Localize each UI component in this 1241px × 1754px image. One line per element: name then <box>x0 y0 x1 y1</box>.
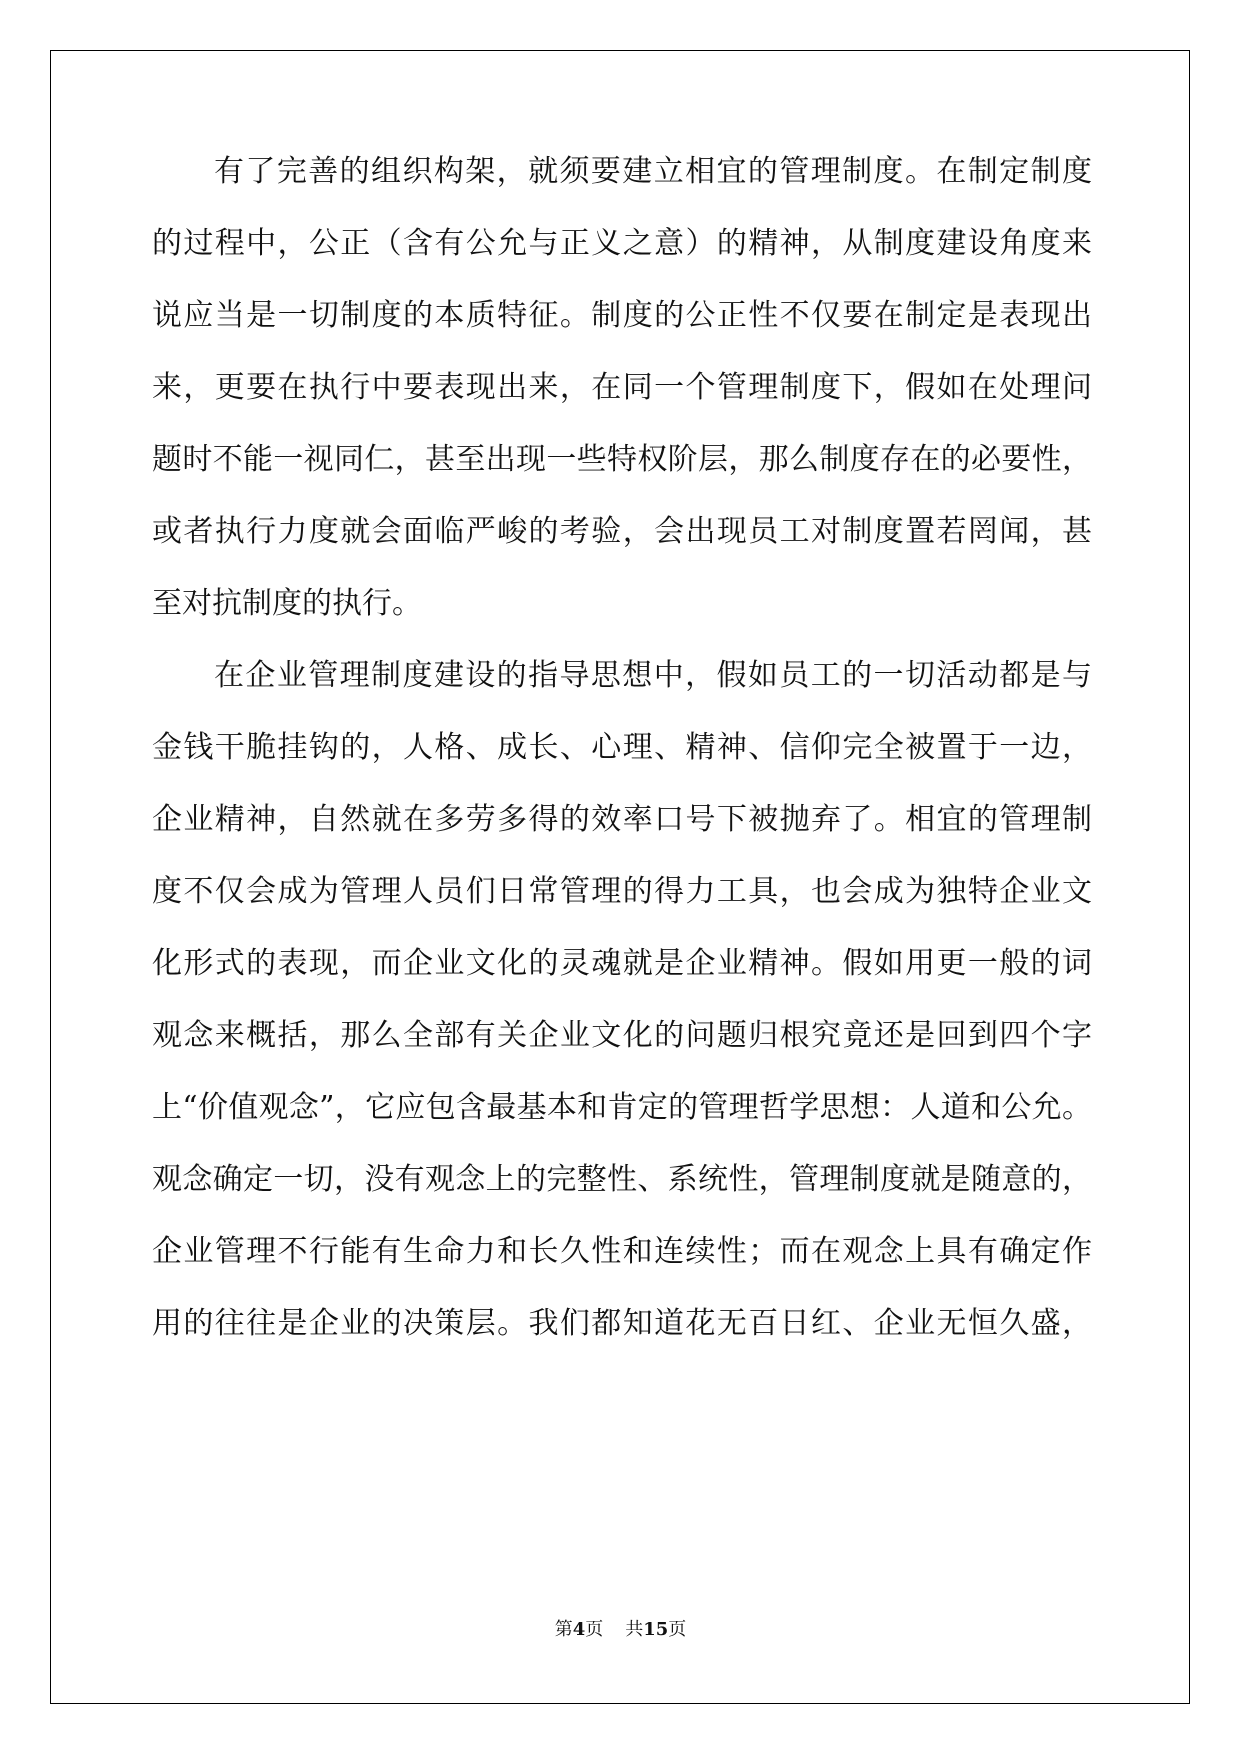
paragraph-1-line-7: 至对抗制度的执行。 <box>152 586 422 621</box>
paragraph-2-line-5: 化形式的表现，而企业文化的灵魂就是企业精神。假如用更一般的词 <box>152 946 1092 981</box>
paragraph-1-line-5: 题时不能一视同仁，甚至出现一些特权阶层，那么制度存在的必要性， <box>152 442 1092 477</box>
paragraph-2-line-10: 用的往往是企业的决策层。我们都知道花无百日红、企业无恒久盛， <box>152 1306 1092 1341</box>
footer-page-number: 4 <box>572 1619 586 1640</box>
paragraph-1-line-3: 说应当是一切制度的本质特征。制度的公正性不仅要在制定是表现出 <box>152 298 1092 333</box>
paragraph-1-line-6: 或者执行力度就会面临严峻的考验，会出现员工对制度置若罔闻，甚 <box>152 514 1092 549</box>
footer-page-prefix: 第 <box>554 1619 573 1640</box>
paragraph-2-line-9: 企业管理不行能有生命力和长久性和连续性；而在观念上具有确定作 <box>152 1234 1092 1269</box>
paragraph-1-line-2: 的过程中，公正（含有公允与正义之意）的精神，从制度建设角度来 <box>152 226 1092 261</box>
paragraph-2-line-8: 观念确定一切，没有观念上的完整性、系统性，管理制度就是随意的， <box>152 1162 1092 1197</box>
paragraph-1-line-4: 来，更要在执行中要表现出来，在同一个管理制度下，假如在处理问 <box>152 370 1092 405</box>
paragraph-2-line-3: 企业精神，自然就在多劳多得的效率口号下被抛弃了。相宜的管理制 <box>152 802 1092 837</box>
paragraph-2-line-1: 在企业管理制度建设的指导思想中，假如员工的一切活动都是与 <box>214 658 1092 693</box>
paragraph-2-line-7: 上“价值观念”，它应包含最基本和肯定的管理哲学思想：人道和公允。 <box>152 1090 1092 1125</box>
page-footer <box>0 1618 1241 1642</box>
footer-total-pages: 15 <box>643 1619 669 1640</box>
footer-page-suffix: 页 <box>585 1619 604 1640</box>
paragraph-2-line-4: 度不仅会成为管理人员们日常管理的得力工具，也会成为独特企业文 <box>152 874 1092 909</box>
footer-total-suffix: 页 <box>668 1619 687 1640</box>
paragraph-2-line-6: 观念来概括，那么全部有关企业文化的问题归根究竟还是回到四个字 <box>152 1018 1092 1053</box>
paragraph-1-line-1: 有了完善的组织构架，就须要建立相宜的管理制度。在制定制度 <box>214 154 1092 189</box>
paragraph-2-line-2: 金钱干脆挂钩的，人格、成长、心理、精神、信仰完全被置于一边， <box>152 730 1092 765</box>
footer-total-prefix: 共 <box>625 1619 644 1640</box>
